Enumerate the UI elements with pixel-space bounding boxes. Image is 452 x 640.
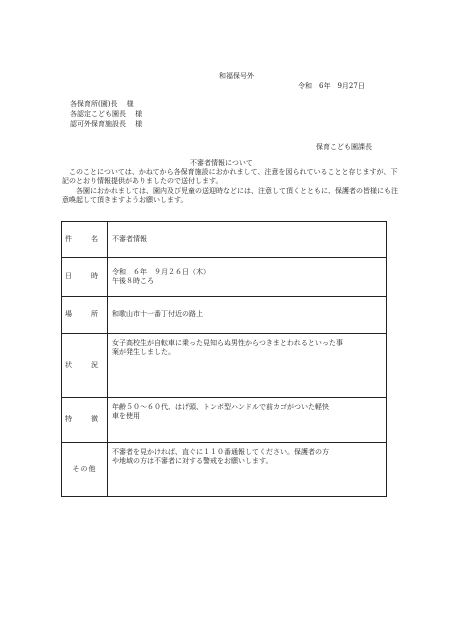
sender: 保育こども園課長 — [316, 143, 372, 151]
document-number: 和福保号外 — [219, 72, 254, 80]
row-value-situation — [108, 334, 387, 398]
row-value-other — [108, 443, 387, 497]
value-line: 案が発生しました。 — [112, 348, 175, 357]
body-paragraph-2: 各園におかれましては、園内及び児童の送迎時などには、注意して頂くとともに、保護者の皆様にも注意喚起して頂きますようお願いします。 — [62, 186, 398, 205]
body-paragraph-1: このことについては、かねてから各保育施設におかれまして、注意を図られていることと存じますが、下記のとおり情報提供がありましたので送付します。 — [62, 168, 398, 186]
table-row-features — [62, 398, 387, 443]
value-line: 車を使用 — [112, 412, 140, 421]
row-value-features — [108, 398, 387, 443]
value-line: 年齢５０～６０代、はげ頭、トンボ型ハンドルで前カゴがついた軽快 — [112, 403, 329, 411]
value-line: 女子高校生が自転車に乗った見知らぬ男性からつきまとわれるといった事 — [112, 339, 343, 347]
row-value-subject — [108, 222, 387, 258]
body-text — [62, 168, 402, 206]
row-label-features: 特 徴 — [62, 398, 108, 443]
table-row-location — [62, 297, 387, 334]
value-line: や地域の方は不審者に対する警戒をお願いします。 — [112, 457, 273, 466]
row-label-datetime: 日 時 — [62, 258, 108, 297]
table-row-datetime — [62, 258, 387, 297]
value-line: 令和 ６年 ９月２６日（木） — [112, 267, 210, 276]
row-label-subject: 件 名 — [62, 222, 108, 258]
recipient-nursery-heads: 各保育所(園)長 様 — [70, 100, 134, 108]
recipient-unlicensed-heads: 認可外保育施設長 様 — [70, 120, 143, 128]
row-label-situation: 状 況 — [62, 334, 108, 398]
row-value-location — [108, 297, 387, 334]
table-row-other — [62, 443, 387, 497]
value-line: 不審者情報 — [112, 234, 147, 243]
value-line: 不審者を見かければ、直ぐに１１０番通報してください。保護者の方 — [112, 448, 329, 456]
recipient-kodomoen-heads: 各認定こども園長 様 — [70, 110, 143, 118]
row-label-other: その他 — [62, 443, 108, 497]
value-line: 午後８時ころ — [112, 277, 154, 285]
row-value-datetime — [108, 258, 387, 297]
table-row-situation — [62, 334, 387, 398]
row-label-location: 場 所 — [62, 297, 108, 334]
document-date: 令和 6年 9月27日 — [298, 82, 365, 90]
subject-title: 不審者情報について — [190, 159, 253, 167]
table-row-subject — [62, 222, 387, 258]
info-table — [61, 221, 387, 497]
value-line: 和歌山市十一番丁付近の路上 — [112, 310, 203, 319]
